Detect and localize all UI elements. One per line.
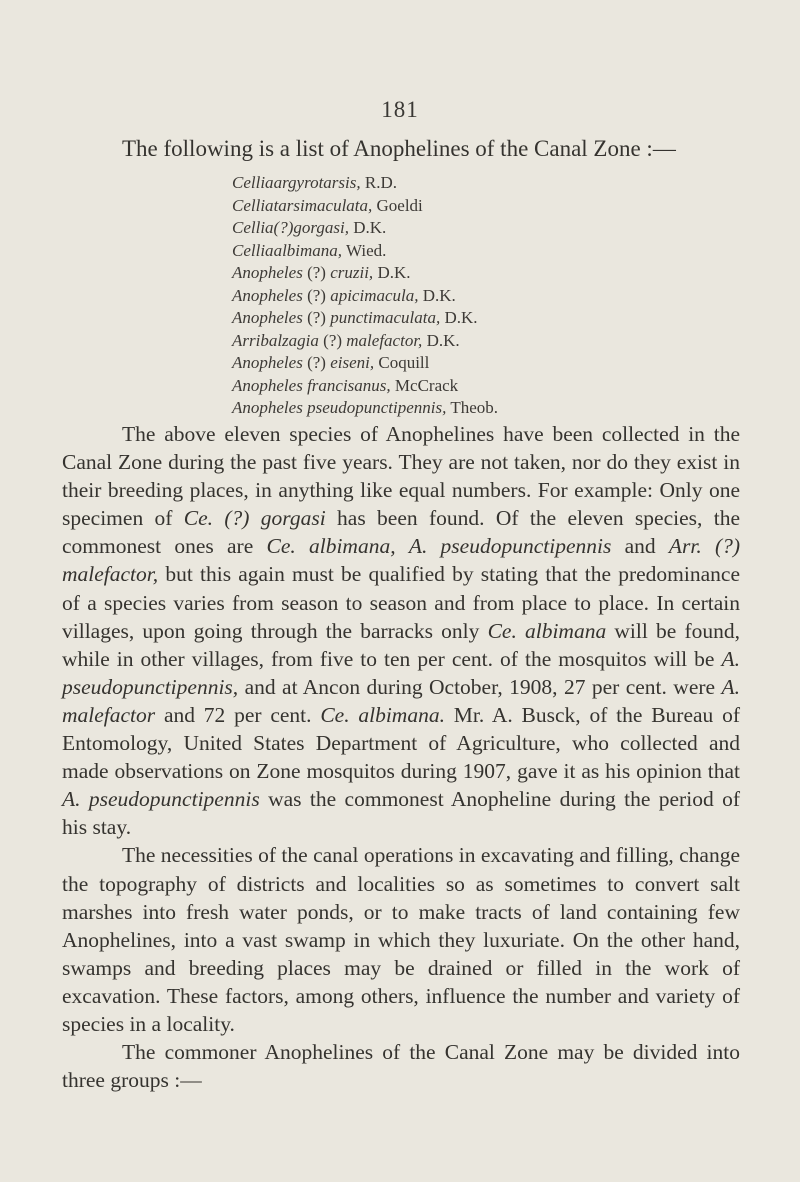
page-number: 181 bbox=[381, 97, 419, 122]
species-item: Cellia(?)gorgasi, D.K. bbox=[232, 218, 387, 237]
species-list bbox=[232, 172, 498, 420]
species-item: Anopheles (?) cruzii, D.K. bbox=[232, 263, 411, 282]
paragraph: The necessities of the canal operations in excavating and filling, change the topography of districts and localities so as sometimes to convert salt marshes into fresh water ponds, or to make tracts of land containing few Anophelines, into a vast swamp in which they luxuriate. On the other hand, swamps and breeding places may be drained or filled in the work of excavation. These factors, among others, influence the number and variety of species in a locality. bbox=[62, 843, 740, 1036]
species-item: Anopheles francisanus, McCrack bbox=[232, 375, 459, 395]
species-item: Celliatarsimaculata, Goeldi bbox=[232, 195, 423, 215]
species-item: Celliaargyrotarsis, R.D. bbox=[232, 173, 397, 192]
paragraph: The above eleven species of Anophelines have been collected in the Canal Zone during the past five years. They are not taken, nor do they exist in their breeding places, in anything like equal numbers. For example: Only one specimen of Ce. (?) gorgasi has been found. Of the eleven species, the commonest ones are Ce. albimana, A. pseudopunctipennis and Arr. (?) malefactor, but this again must be qualified by stating that the predominance of a species varies from season to season and from place to place. In certain villages, upon going through the barracks only Ce. albimana will be found, while in other villages, from five to ten per cent. of the mosquitos will be A. pseudopunctipennis, and at Ancon during October, 1908, 27 per cent. were A. malefactor and 72 per cent. Ce. albimana. Mr. A. Busck, of the Bureau of Entomology, United States Department of Agriculture, who collected and made observations on Zone mosquitos during 1907, gave it as his opinion that A. pseudopunctipennis was the commonest Anopheline during the period of his stay. bbox=[62, 422, 741, 840]
body-text bbox=[62, 420, 740, 1094]
species-item: Arribalzagia (?) malefactor, D.K. bbox=[232, 330, 460, 350]
species-item: Anopheles pseudopunctipennis, Theob. bbox=[232, 398, 498, 417]
species-item: Anopheles (?) apicimacula, D.K. bbox=[232, 285, 456, 305]
species-item: Celliaalbimana, Wied. bbox=[232, 240, 387, 260]
paragraph: The commoner Anophelines of the Canal Zone may be divided into three groups :— bbox=[62, 1040, 740, 1093]
species-item: Anopheles (?) eiseni, Coquill bbox=[232, 353, 430, 372]
species-item: Anopheles (?) punctimaculata, D.K. bbox=[232, 308, 478, 327]
list-intro: The following is a list of Anophelines of the Canal Zone :— bbox=[122, 136, 676, 161]
